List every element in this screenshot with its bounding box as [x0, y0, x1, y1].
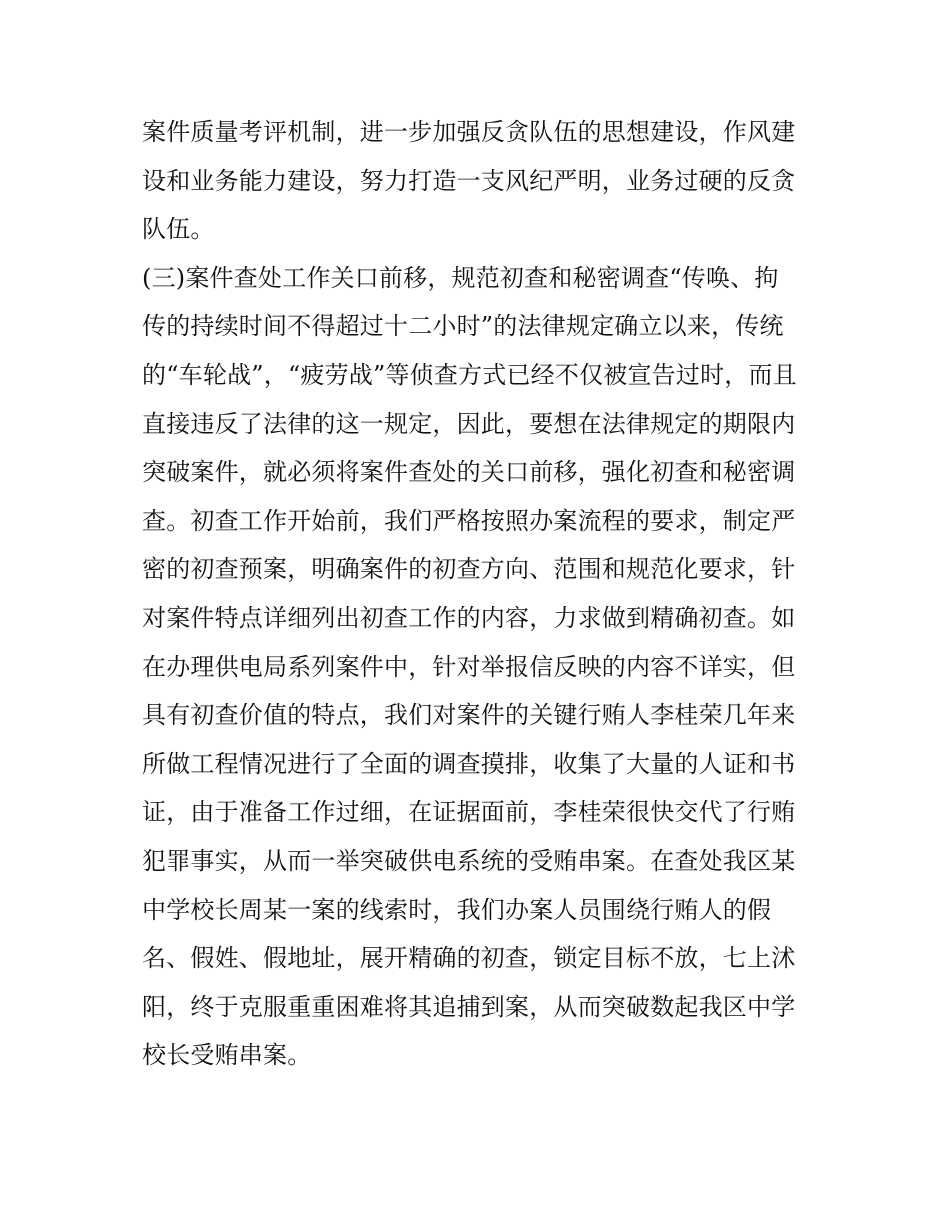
text-line: 所做工程情况进行了全面的调查摸排，收集了大量的人证和书 — [142, 749, 796, 778]
text-line: 队伍。 — [142, 215, 215, 244]
text-line: 密的初查预案，明确案件的初查方向、范围和规范化要求，针 — [142, 555, 796, 584]
text-line: 校长受贿串案。 — [142, 1041, 312, 1070]
text-line: 设和业务能力建设，努力打造一支风纪严明，业务过硬的反贪 — [142, 166, 796, 195]
text-line: 直接违反了法律的这一规定，因此，要想在法律规定的期限内 — [142, 409, 796, 438]
text-line: 案件质量考评机制，进一步加强反贪队伍的思想建设，作风建 — [142, 118, 796, 146]
text-line: 阳，终于克服重重困难将其追捕到案，从而突破数起我区中学 — [142, 992, 796, 1021]
text-line: 的“车轮战”，“疲劳战”等侦查方式已经不仅被宣告过时，而且 — [142, 360, 797, 389]
text-line: 查。初查工作开始前，我们严格按照办案流程的要求，制定严 — [142, 506, 796, 535]
text-line: 传的持续时间不得超过十二小时”的法律规定确立以来，传统 — [142, 312, 784, 341]
text-line: (三)案件查处工作关口前移，规范初查和秘密调查“传唤、拘 — [142, 263, 779, 292]
text-line: 犯罪事实，从而一举突破供电系统的受贿串案。在查处我区某 — [142, 846, 796, 875]
text-line: 证，由于准备工作过细，在证据面前，李桂荣很快交代了行贿 — [142, 798, 796, 827]
text-line: 在办理供电局系列案件中，针对举报信反映的内容不详实，但 — [142, 652, 796, 681]
text-line: 具有初查价值的特点，我们对案件的关键行贿人李桂荣几年来 — [142, 701, 796, 730]
text-line: 对案件特点详细列出初查工作的内容，力求做到精确初查。如 — [142, 603, 796, 632]
text-line: 名、假姓、假地址，展开精确的初查，锁定目标不放，七上沭 — [142, 944, 796, 973]
text-line: 中学校长周某一案的线索时，我们办案人员围绕行贿人的假 — [142, 895, 772, 924]
text-line: 突破案件，就必须将案件查处的关口前移，强化初查和秘密调 — [142, 458, 796, 487]
body-text — [142, 108, 822, 1080]
